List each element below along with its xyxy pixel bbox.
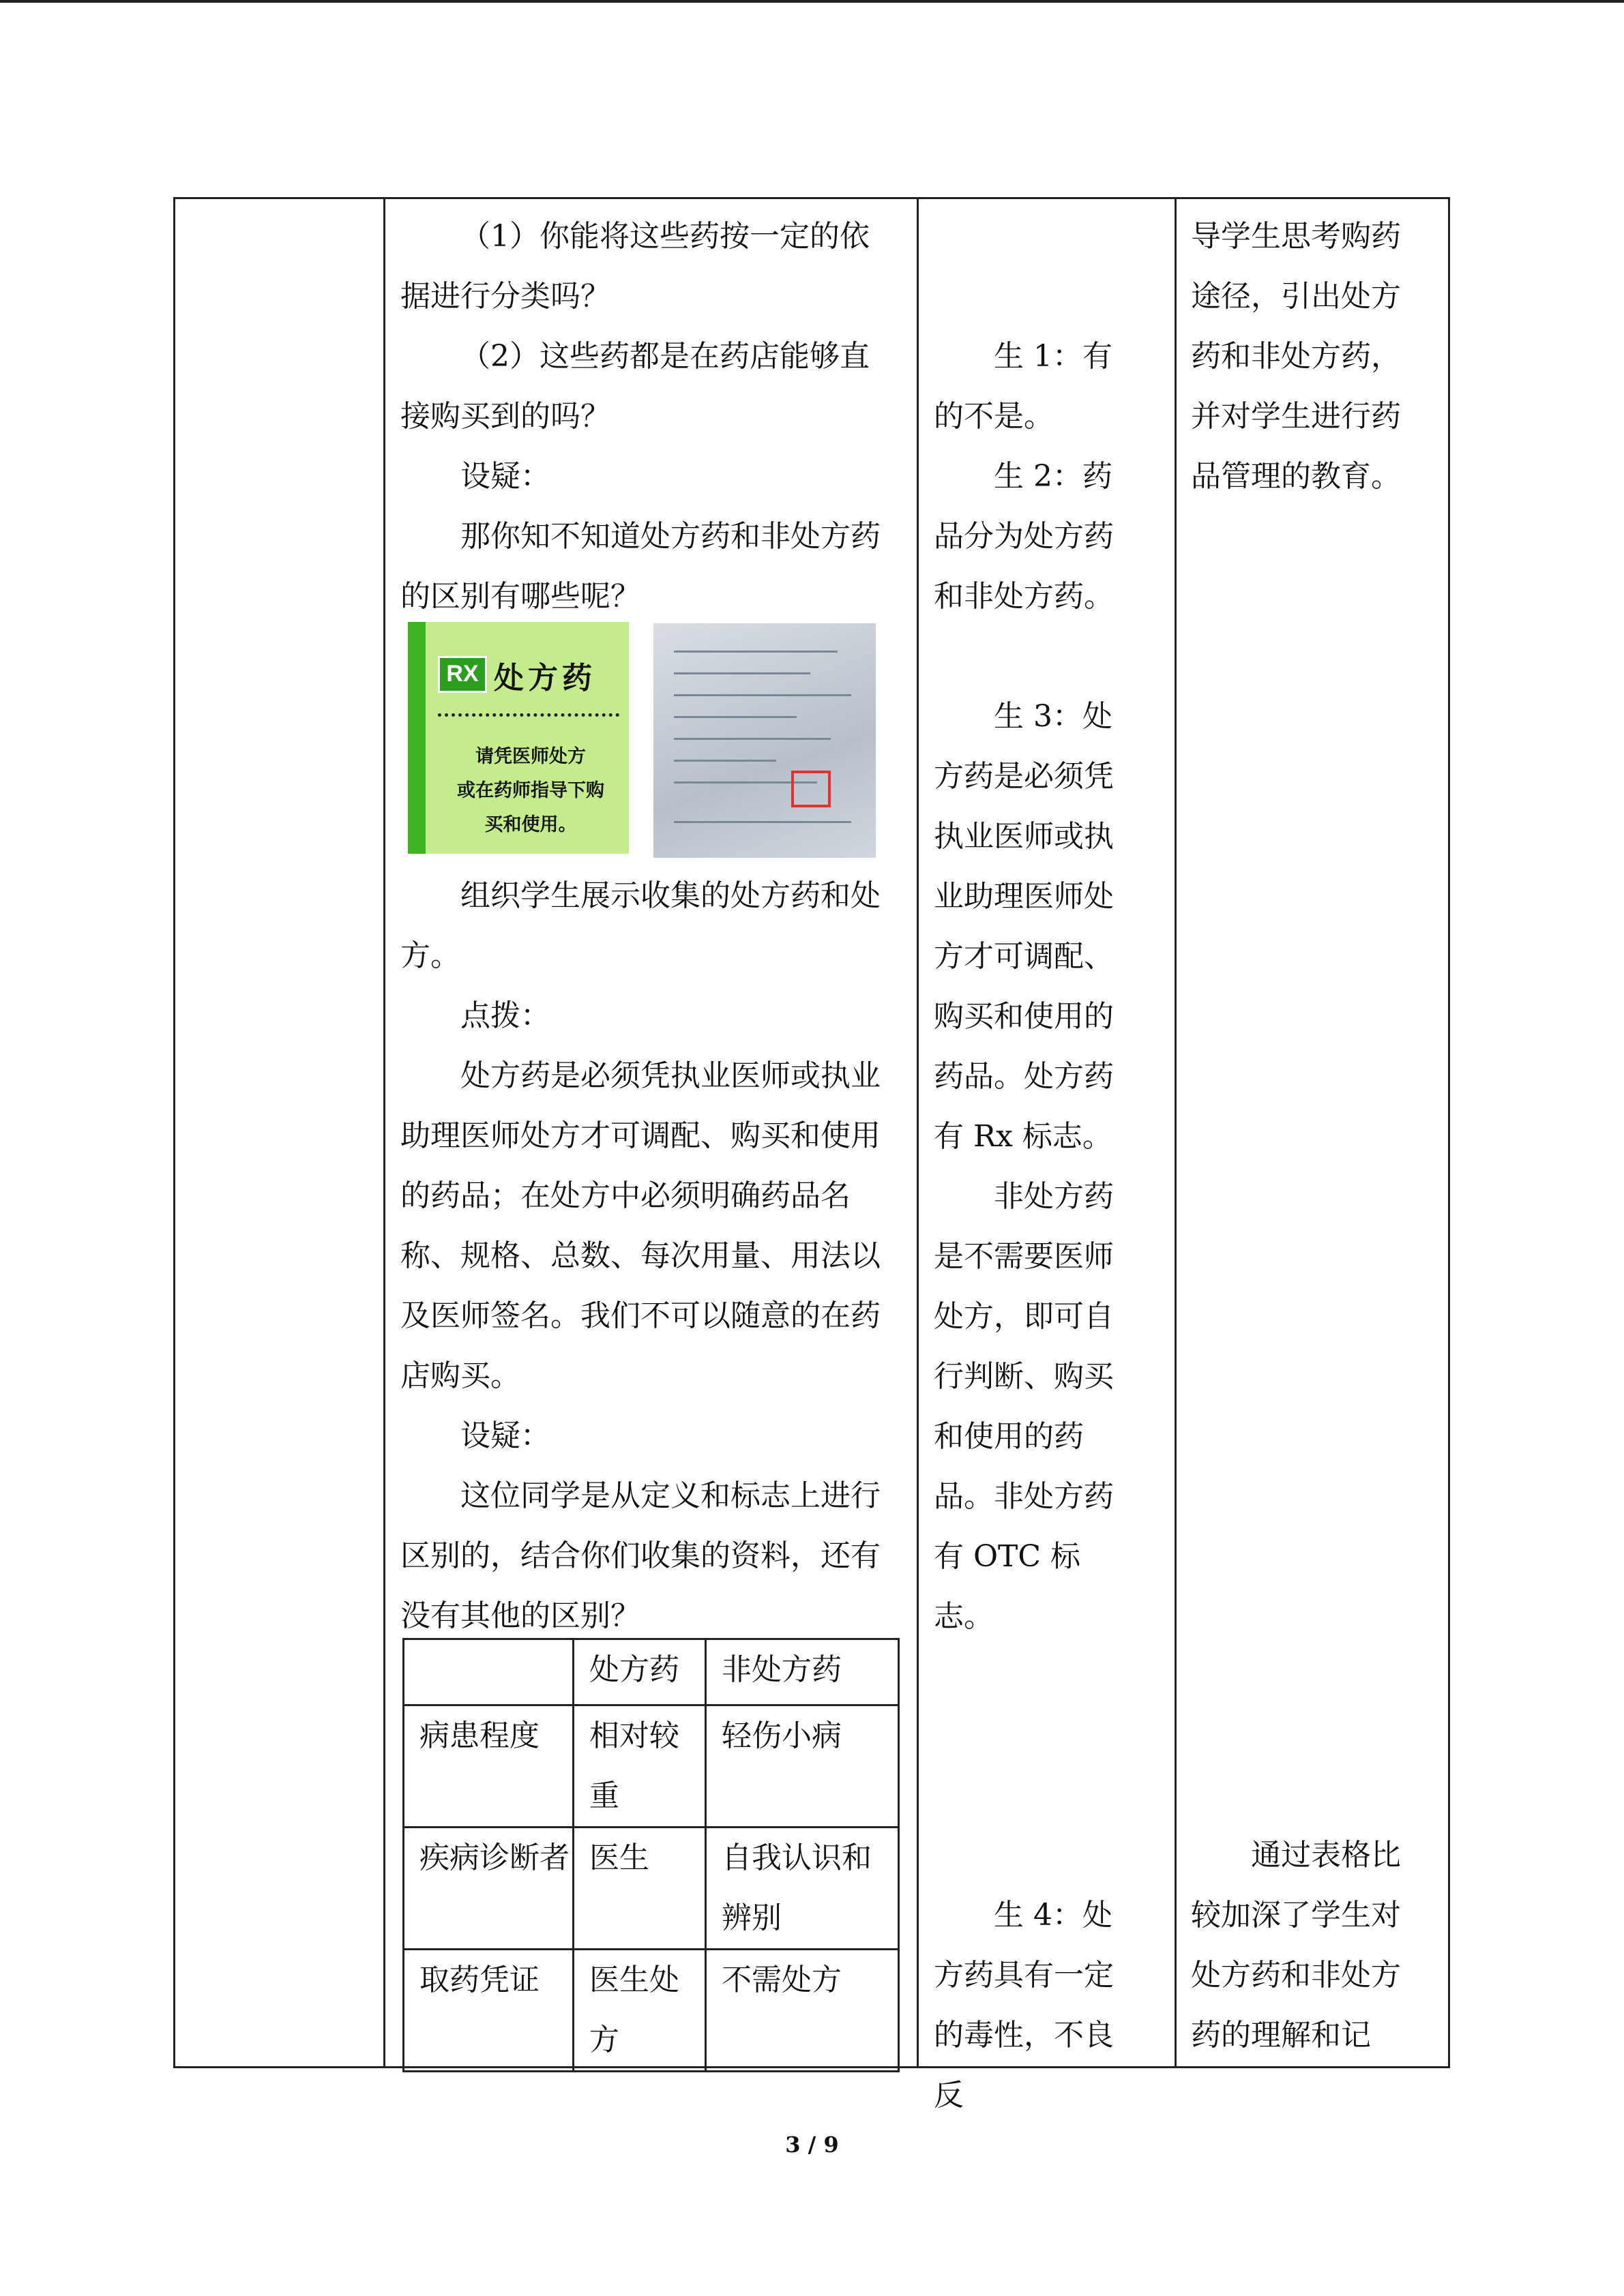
table-cell: 不需处方: [706, 1950, 899, 2072]
rx-sign-title: 处方药: [494, 661, 596, 695]
rx-prescription-sign-image: [408, 622, 629, 854]
design-intent-text: 导学生思考购药途径，引出处方药和非处方药，并对学生进行药品管理的教育。: [1191, 219, 1401, 494]
guidance-label: 点拨：: [460, 998, 550, 1033]
student-4-answer: 生 4：处方药具有一定的毒性，不良反: [934, 1898, 1114, 2113]
guidance-text: 处方药是必须凭执业医师或执业助理医师处方才可调配、购买和使用的药品；在处方中必须明确药品名称、规格、总数、每次用量、用法以及医师签名。我们不可以随意的在药店购买。: [400, 1058, 881, 1393]
doubt-question-2: 这位同学是从定义和标志上进行区别的，结合你们收集的资料，还有没有其他的区别？: [400, 1478, 881, 1633]
student-activity-middle: [934, 687, 1138, 1647]
table-row: [404, 1828, 899, 1950]
column-divider-1: [383, 197, 385, 2068]
doubt-label-2: 设疑：: [460, 1418, 550, 1453]
red-stamp-icon: [791, 771, 831, 807]
table-cell: 自我认识和辨别: [706, 1828, 899, 1950]
rx-sign-text: [442, 739, 619, 841]
student-activity-upper: [934, 327, 1138, 627]
comparison-table: [402, 1638, 900, 2072]
student-2-answer: 生 2：药品分为处方药和非处方药。: [934, 459, 1114, 614]
table-cell: 医生: [574, 1828, 706, 1950]
table-row: [404, 1950, 899, 2072]
column-divider-2: [917, 197, 919, 2068]
table-cell: 取药凭证: [404, 1950, 574, 2072]
design-intent-upper: [1191, 207, 1426, 507]
table-cell: 轻伤小病: [706, 1705, 899, 1828]
column-divider-3: [1175, 197, 1177, 2068]
question-2: （2）这些药都是在药店能够直接购买到的吗？: [400, 339, 870, 434]
table-cell: 非处方药: [706, 1639, 899, 1705]
doubt-question-1: 那你知不知道处方药和非处方药的区别有哪些呢？: [400, 519, 881, 614]
question-1: （1）你能将这些药按一定的依据进行分类吗？: [400, 219, 870, 314]
rx-badge: RX: [438, 656, 487, 693]
rx-sign-line: 买和使用。: [484, 814, 577, 835]
table-cell: [404, 1639, 574, 1705]
table-cell: 病患程度: [404, 1705, 574, 1828]
rx-sign-line: 请凭医师处方: [475, 746, 586, 766]
student-activity-lower: [934, 1885, 1138, 2126]
table-cell: 相对较重: [574, 1705, 706, 1828]
design-intent-table-text: 通过表格比较加深了学生对处方药和非处方药的理解和记: [1191, 1838, 1401, 2053]
table-cell: 医生处方: [574, 1950, 706, 2072]
student-1-answer: 生 1：有的不是。: [934, 339, 1112, 434]
design-intent-lower: [1191, 1825, 1426, 2066]
page-top-border: [0, 0, 1624, 3]
table-cell: 疾病诊断者: [404, 1828, 574, 1950]
table-row: [404, 1705, 899, 1828]
doubt-label-1: 设疑：: [460, 459, 550, 494]
student-3-answer: 生 3：处方药是必须凭执业医师或执业助理医师处方才可调配、购买和使用的药品。处方药有 Rx 标志。: [934, 699, 1114, 1154]
otc-definition: 非处方药是不需要医师处方，即可自行判断、购买和使用的药品。非处方药有 OTC 标志。: [934, 1179, 1114, 1634]
teacher-activity-upper: [400, 207, 895, 627]
table-row: [404, 1639, 899, 1705]
page-number: 3 / 9: [785, 2132, 839, 2158]
rx-sign-line: 或在药师指导下购: [457, 780, 604, 801]
rx-sign-dotted-divider: [438, 713, 619, 717]
show-prescriptions: 组织学生展示收集的处方药和处方。: [400, 878, 881, 973]
prescription-paper-photo: [653, 623, 876, 858]
teacher-activity-lower: [400, 866, 895, 1646]
table-cell: 处方药: [574, 1639, 706, 1705]
